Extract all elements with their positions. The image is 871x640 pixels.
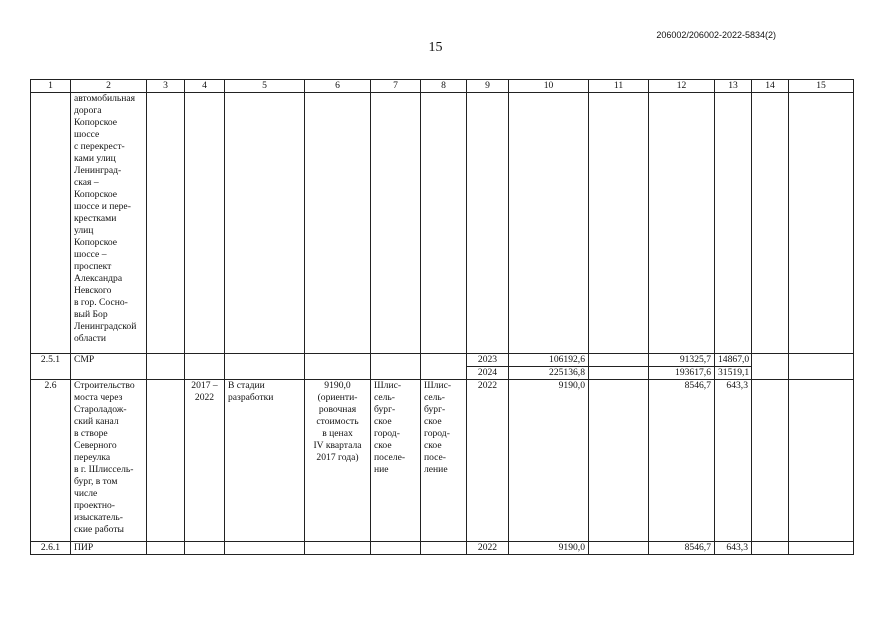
- table-cell: [305, 542, 371, 555]
- table-cell: [715, 93, 752, 354]
- table-cell: [147, 542, 185, 555]
- amount-cell: 643,3: [715, 380, 752, 542]
- table-cell: [589, 354, 649, 367]
- table-row: [31, 93, 854, 354]
- table-cell: [752, 380, 789, 542]
- amount-cell: 193617,6: [649, 367, 715, 380]
- amount-cell: 8546,7: [649, 380, 715, 542]
- table-cell: [789, 354, 854, 380]
- table-cell: [589, 542, 649, 555]
- amount-cell: 14867,0: [715, 354, 752, 367]
- column-number-row: [31, 80, 854, 93]
- column-header: 4: [185, 80, 225, 93]
- table-cell: [789, 380, 854, 542]
- table-cell: [589, 367, 649, 380]
- column-header: 10: [509, 80, 589, 93]
- table-cell: [589, 380, 649, 542]
- table-cell: [421, 354, 467, 380]
- municipality-cell: Шлис- сель- бург- ское город- ское посе- ление: [421, 380, 467, 542]
- column-header: 5: [225, 80, 305, 93]
- amount-cell: 31519,1: [715, 367, 752, 380]
- year-cell: 2023: [467, 354, 509, 367]
- amount-cell: 9190,0: [509, 380, 589, 542]
- table-cell: [371, 354, 421, 380]
- budget-table: [30, 79, 854, 555]
- object-name-cell: автомобильная дорога Копорское шоссе с перекрест- ками улиц Ленинград- ская – Копорское шоссе и пере- крестками улиц Копорское шоссе – проспект Александра Невского в гор. Сосно- вый Бор Ленинградской области: [71, 93, 147, 354]
- amount-cell: 643,3: [715, 542, 752, 555]
- object-name-cell: Строительство моста через Староладож- ский канал в створе Северного переулка в г. Шлиссель- бург, в том числе проектно- изыскатель- ские работы: [71, 380, 147, 542]
- row-number-cell: 2.6: [31, 380, 71, 542]
- column-header: 1: [31, 80, 71, 93]
- table-cell: [185, 93, 225, 354]
- table-cell: [789, 542, 854, 555]
- table-cell: [509, 93, 589, 354]
- column-header: 13: [715, 80, 752, 93]
- period-cell: 2017 – 2022: [185, 380, 225, 542]
- table-cell: [589, 93, 649, 354]
- column-header: 11: [589, 80, 649, 93]
- table-row: [31, 380, 854, 542]
- table-cell: [371, 542, 421, 555]
- column-header: 3: [147, 80, 185, 93]
- column-header: 15: [789, 80, 854, 93]
- status-cell: В стадии разработки: [225, 380, 305, 542]
- column-header: 9: [467, 80, 509, 93]
- table-cell: [225, 93, 305, 354]
- object-name-cell: СМР: [71, 354, 147, 380]
- table-cell: [147, 93, 185, 354]
- amount-cell: 8546,7: [649, 542, 715, 555]
- row-number-cell: 2.5.1: [31, 354, 71, 380]
- year-cell: 2022: [467, 542, 509, 555]
- table-cell: [649, 93, 715, 354]
- table-cell: [752, 93, 789, 354]
- table-cell: [147, 354, 185, 380]
- amount-cell: 225136,8: [509, 367, 589, 380]
- table-cell: [225, 354, 305, 380]
- column-header: 7: [371, 80, 421, 93]
- table-cell: [305, 354, 371, 380]
- table-cell: [185, 354, 225, 380]
- table-row: [31, 542, 854, 555]
- table-cell: [421, 542, 467, 555]
- table-cell: [305, 93, 371, 354]
- table-cell: [185, 542, 225, 555]
- cost-cell: 9190,0 (ориенти- ровочная стоимость в ценах IV квартала 2017 года): [305, 380, 371, 542]
- table-cell: [467, 93, 509, 354]
- column-header: 6: [305, 80, 371, 93]
- amount-cell: 9190,0: [509, 542, 589, 555]
- amount-cell: 91325,7: [649, 354, 715, 367]
- document-code: 206002/206002-2022-5834(2): [656, 30, 776, 40]
- table-cell: [421, 93, 467, 354]
- object-name-cell: ПИР: [71, 542, 147, 555]
- page-number: 15: [428, 40, 443, 55]
- year-cell: 2022: [467, 380, 509, 542]
- table-cell: [789, 93, 854, 354]
- table-cell: [752, 354, 789, 380]
- table-row: [31, 354, 854, 367]
- row-number-cell: 2.6.1: [31, 542, 71, 555]
- year-cell: 2024: [467, 367, 509, 380]
- table-cell: [752, 542, 789, 555]
- table-cell: [371, 93, 421, 354]
- column-header: 14: [752, 80, 789, 93]
- column-header: 8: [421, 80, 467, 93]
- column-header: 2: [71, 80, 147, 93]
- table-cell: [225, 542, 305, 555]
- column-header: 12: [649, 80, 715, 93]
- table-cell: [31, 93, 71, 354]
- table-cell: [147, 380, 185, 542]
- amount-cell: 106192,6: [509, 354, 589, 367]
- municipality-cell: Шлис- сель- бург- ское город- ское поселе- ние: [371, 380, 421, 542]
